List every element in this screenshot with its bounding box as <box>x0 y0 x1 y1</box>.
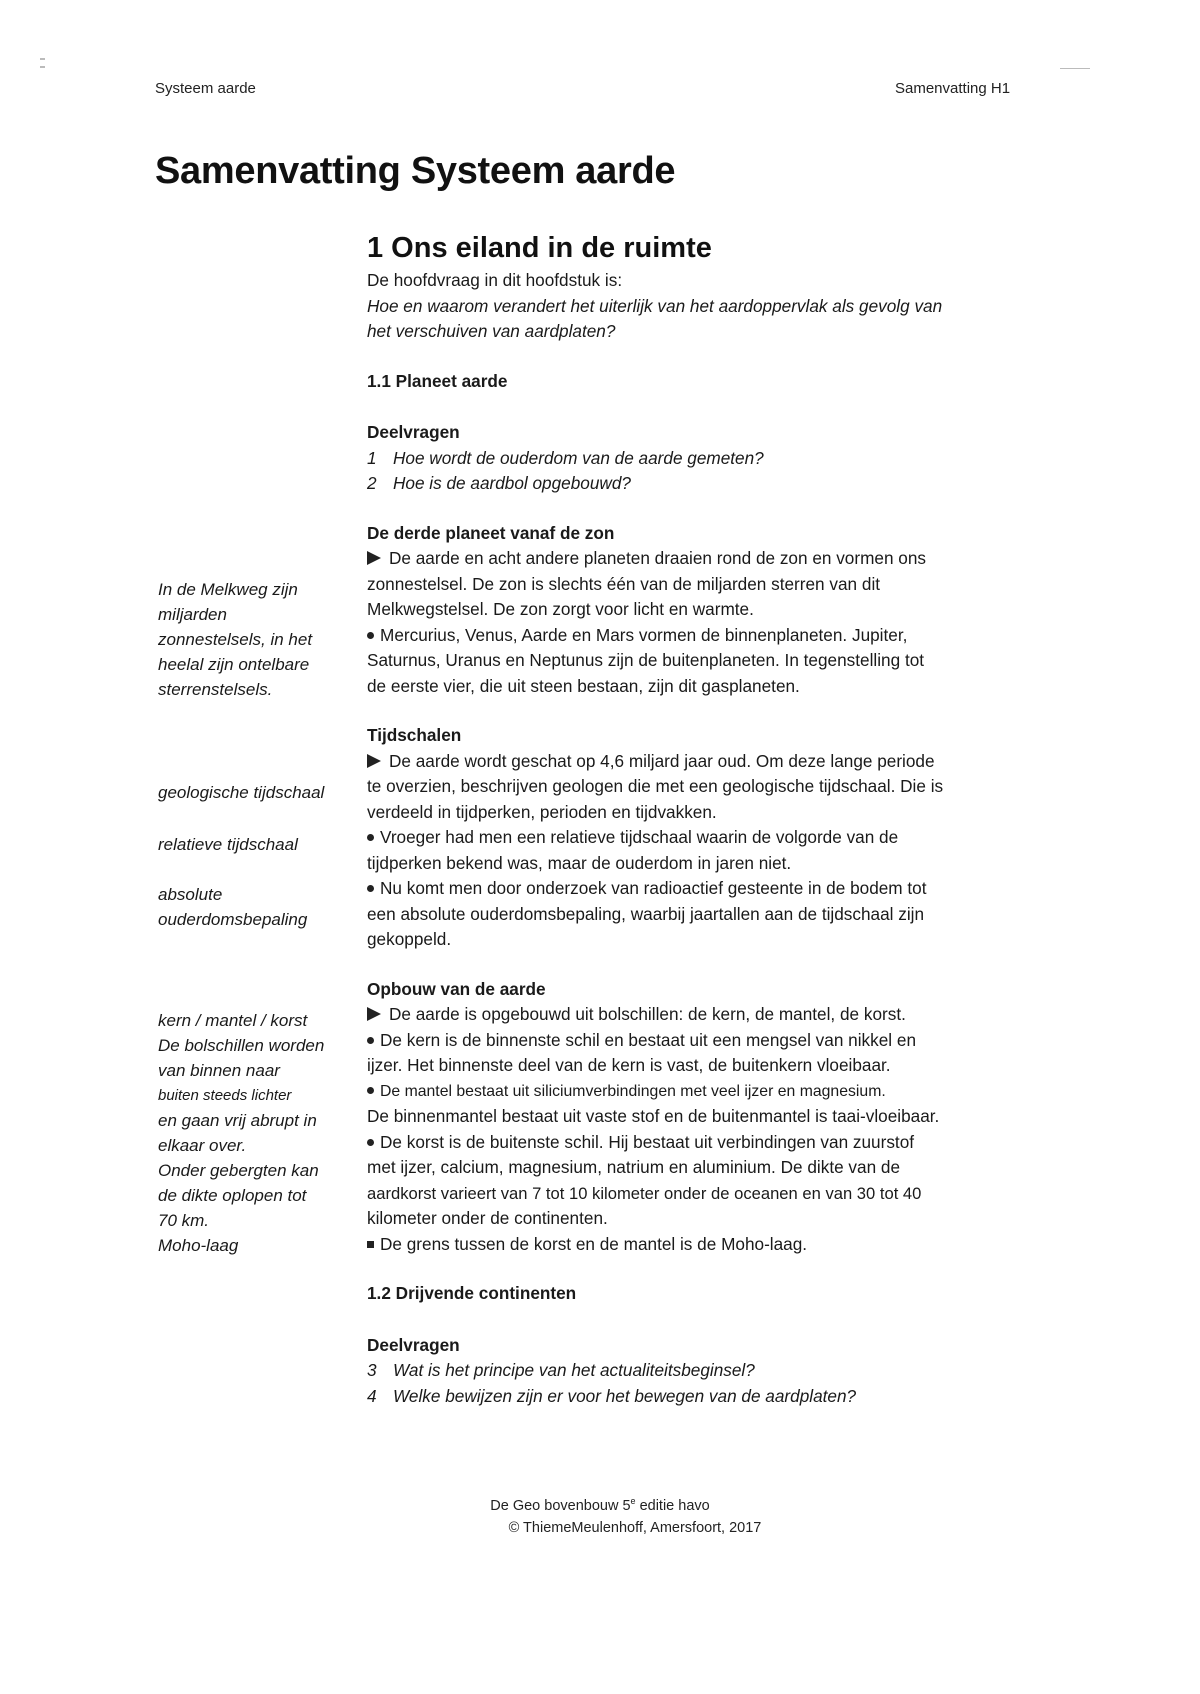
dot-bullet-icon <box>367 1139 374 1146</box>
dot-bullet-icon <box>367 632 374 639</box>
section-title: 1.2 Drijvende continenten <box>367 1283 577 1303</box>
text-line: De mantel bestaat uit siliciumverbindingen met veel ijzer en magnesium. <box>367 1079 1027 1105</box>
arrow-bullet-icon <box>367 551 381 565</box>
text-line: een absolute ouderdomsbepaling, waarbij jaartallen aan de tijdschaal zijn <box>367 903 925 924</box>
dot-bullet-icon <box>367 1037 374 1044</box>
text-line: Melkwegstelsel. De zon zorgt voor licht en warmte. <box>367 599 754 619</box>
scan-mark <box>40 66 45 68</box>
text-line: De aarde wordt geschat op 4,6 miljard jaar oud. Om deze lange periode <box>367 749 1027 775</box>
margin-note-geologische: geologische tijdschaal <box>158 783 325 802</box>
arrow-bullet-icon <box>367 754 381 768</box>
dot-bullet-icon <box>367 885 374 892</box>
text-line: De kern is de binnenste schil en bestaat uit een mengsel van nikkel en <box>367 1028 1027 1054</box>
text-line: Nu komt men door onderzoek van radioactief gesteente in de bodem tot <box>367 876 1027 902</box>
scan-mark <box>40 58 45 60</box>
margin-note-absolute: absolute ouderdomsbepaling <box>158 885 308 929</box>
question-item: 4 Welke bewijzen zijn er voor het bewegen van de aardplaten? <box>367 1385 857 1406</box>
section-title: 1.1 Planeet aarde <box>367 370 508 391</box>
footer-edition: De Geo bovenbouw 5e editie havo <box>490 1496 710 1514</box>
dot-bullet-icon <box>367 834 374 841</box>
arrow-bullet-icon <box>367 1007 381 1021</box>
paragraph-heading: Tijdschalen <box>367 725 462 745</box>
running-head-left: Systeem aarde <box>155 80 256 97</box>
text-line: met ijzer, calcium, magnesium, natrium en aluminium. De dikte van de <box>367 1157 901 1177</box>
text-line: De binnenmantel bestaat uit vaste stof en de buitenmantel is taai-vloeibaar. <box>367 1106 940 1126</box>
page-footer <box>0 1490 1200 1539</box>
document-title: Samenvatting Systeem aarde <box>155 150 676 192</box>
main-column <box>367 228 1027 1409</box>
margin-note-melkweg: In de Melkweg zijn miljarden zonnestelsels, in het heelal zijn ontelbare sterrenstelsels. <box>158 580 313 699</box>
text-line: Saturnus, Uranus en Neptunus zijn de buitenplaneten. In tegenstelling tot <box>367 650 925 670</box>
text-line: De aarde en acht andere planeten draaien rond de zon en vormen ons <box>367 546 1027 572</box>
chapter-title: 1 Ons eiland in de ruimte <box>367 232 712 264</box>
text-line: gekoppeld. <box>367 929 452 949</box>
text-line: tijdperken bekend was, maar de ouderdom in jaren niet. <box>367 852 792 873</box>
running-head-right: Samenvatting H1 <box>895 80 1011 97</box>
paragraph-heading: De derde planeet vanaf de zon <box>367 522 615 543</box>
main-question-line: het verschuiven van aardplaten? <box>367 321 616 341</box>
text-line: de eerste vier, die uit steen bestaan, zijn dit gasplaneten. <box>367 675 800 696</box>
question-item: 2 Hoe is de aardbol opgebouwd? <box>367 473 631 493</box>
text-line: aardkorst varieert van 7 tot 10 kilometer onder de oceanen en van 30 tot 40 <box>367 1183 922 1203</box>
margin-note-opbouw: kern / mantel / korst De bolschillen worden van binnen naar buiten steeds lichter en gaan vrij abrupt in elkaar over. Onder gebergten kan de dikte oplopen tot 70 km. Moho-laag <box>158 1011 325 1255</box>
footer-copyright: © ThiemeMeulenhoff, Amersfoort, 2017 <box>508 1519 762 1536</box>
text-line: ijzer. Het binnenste deel van de kern is vast, de buitenkern vloeibaar. <box>367 1055 891 1075</box>
text-line: zonnestelsel. De zon is slechts één van de miljarden sterren van dit <box>367 573 881 594</box>
text-line: Vroeger had men een relatieve tijdschaal waarin de volgorde van de <box>367 825 1027 851</box>
scan-mark <box>1060 68 1090 69</box>
paragraph-heading: Opbouw van de aarde <box>367 978 546 999</box>
text-line: kilometer onder de continenten. <box>367 1208 608 1228</box>
text-line: De grens tussen de korst en de mantel is de Moho-laag. <box>367 1232 1027 1258</box>
deelvragen-label: Deelvragen <box>367 1334 460 1355</box>
deelvragen-label: Deelvragen <box>367 422 460 442</box>
dot-bullet-icon <box>367 1087 374 1094</box>
text-line: Mercurius, Venus, Aarde en Mars vormen de binnenplaneten. Jupiter, <box>367 623 1027 649</box>
margin-note-relatieve: relatieve tijdschaal <box>158 835 298 854</box>
text-line: verdeeld in tijdperken, perioden en tijdvakken. <box>367 801 717 822</box>
main-question-line: Hoe en waarom verandert het uiterlijk van het aardoppervlak als gevolg van <box>367 295 943 316</box>
text-line: De korst is de buitenste schil. Hij bestaat uit verbindingen van zuurstof <box>367 1130 1027 1156</box>
question-item: 3 Wat is het principe van het actualiteitsbeginsel? <box>367 1360 755 1380</box>
question-item: 1 Hoe wordt de ouderdom van de aarde gemeten? <box>367 447 764 468</box>
chapter-intro: De hoofdvraag in dit hoofdstuk is: <box>367 270 623 290</box>
text-line: te overzien, beschrijven geologen die met een geologische tijdschaal. Die is <box>367 776 944 796</box>
text-line: De aarde is opgebouwd uit bolschillen: de kern, de mantel, de korst. <box>367 1002 1027 1028</box>
square-bullet-icon <box>367 1241 374 1248</box>
